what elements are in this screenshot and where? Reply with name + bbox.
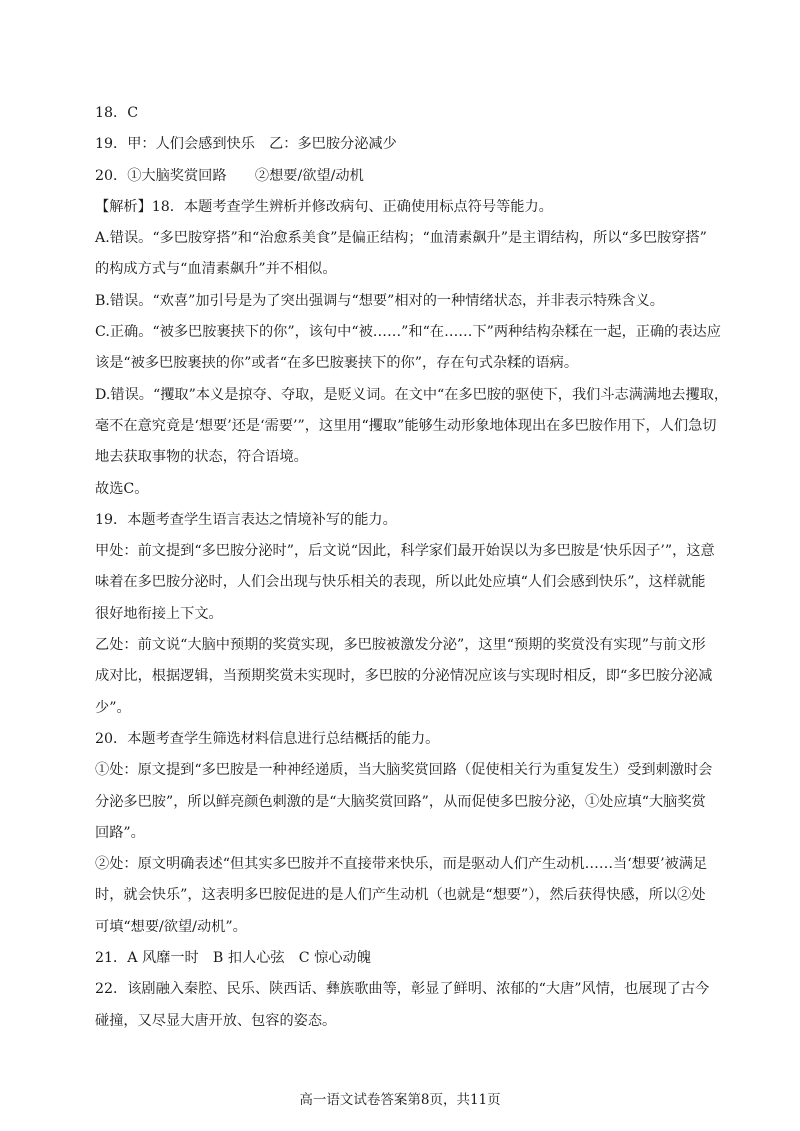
analysis-20-point1-line: 回路”。 <box>95 824 145 841</box>
analysis-choice: 故选C。 <box>95 480 149 497</box>
analysis-option-c-line: C.正确。“被多巴胺裹挟下的你”，该句中“被……”和“在……下”两种结构杂糅在一起，正确的表达应 <box>95 324 721 341</box>
analysis-19-yi-line: 少”。 <box>95 699 131 716</box>
answer-21: 21．A 风靡一时 B 扣人心弦 C 惊心动魄 <box>95 950 371 967</box>
answer-content <box>95 98 729 1037</box>
analysis-option-d-line: 地去获取事物的状态，符合语境。 <box>95 449 308 466</box>
analysis-option-a-line: 的构成方式与“血清素飙升”并不相似。 <box>95 261 337 278</box>
analysis-19-jia-line: 甲处：前文提到“多巴胺分泌时”，后文说“因此，科学家们最开始误以为多巴胺是‘快乐因子’”，这意 <box>95 543 715 560</box>
analysis-20-point1-line: ①处：原文提到“多巴胺是一种神经递质，当大脑奖赏回路（促使相关行为重复发生）受到刺激时会 <box>95 762 713 779</box>
analysis-19-yi-line: 乙处：前文说“大脑中预期的奖赏实现，多巴胺被激发分泌”，这里“预期的奖赏没有实现”与前文形 <box>95 637 706 654</box>
analysis-option-b-line: B.错误。“欢喜”加引号是为了突出强调与“想要”相对的一种情绪状态，并非表示特殊含义。 <box>95 292 664 309</box>
analysis-20-point2-line: 可填“想要/欲望/动机”。 <box>95 918 247 935</box>
analysis-heading: 【解析】18．本题考查学生辨析并修改病句、正确使用标点符号等能力。 <box>95 198 553 215</box>
page-footer: 高一语文试卷答案第8页，共11页 <box>299 1092 501 1108</box>
answer-20: 20．①大脑奖赏回路 ②想要/欲望/动机 <box>95 167 364 184</box>
analysis-option-d-line: 毫不在意究竟是‘想要’还是‘需要’”，这里用“攫取”能够生动形象地体现出在多巴胺作用下，人们急切 <box>95 417 717 434</box>
analysis-19-jia-line: 味着在多巴胺分泌时，人们会出现与快乐相关的表现，所以此处应填“人们会感到快乐”，这样就能 <box>95 574 706 591</box>
analysis-20-point1-line: 分泌多巴胺”，所以鲜亮颜色刺激的是“大脑奖赏回路”，从而促使多巴胺分泌，①处应填“大脑奖赏 <box>95 793 706 810</box>
analysis-19-jia-line: 很好地衔接上下文。 <box>95 605 223 622</box>
answer-22-line: 22．该剧融入秦腔、民乐、陕西话、彝族歌曲等，彰显了鲜明、浓郁的“大唐”风情，也展现了古今 <box>95 981 710 998</box>
answer-22-line: 碰撞，又尽显大唐开放、包容的姿态。 <box>95 1012 337 1029</box>
analysis-option-c-line: 该是“被多巴胺裹挟的你”或者“在多巴胺裹挟下的你”，存在句式杂糅的语病。 <box>95 355 579 372</box>
answer-19: 19．甲：人们会感到快乐 乙：多巴胺分泌减少 <box>95 136 397 153</box>
analysis-20-point2-line: ②处：原文明确表述“但其实多巴胺并不直接带来快乐，而是驱动人们产生动机……当‘想要’被满足 <box>95 856 708 873</box>
analysis-19-yi-line: 成对比，根据逻辑，当预期奖赏未实现时，多巴胺的分泌情况应该与实现时相反，即“多巴胺分泌减 <box>95 668 713 685</box>
analysis-20-point2-line: 时，就会快乐”，这表明多巴胺促进的是人们产生动机（也就是“想要”），然后获得快感，所以②处 <box>95 887 706 904</box>
analysis-option-d-line: D.错误。“攫取”本义是掠夺、夺取，是贬义词。在文中“在多巴胺的驱使下，我们斗志满满地去攫取， <box>95 386 729 403</box>
analysis-20-heading: 20．本题考查学生筛选材料信息进行总结概括的能力。 <box>95 730 440 747</box>
answer-18: 18．C <box>95 105 139 121</box>
analysis-19-heading: 19．本题考查学生语言表达之情境补写的能力。 <box>95 511 397 528</box>
analysis-option-a-line: A.错误。“多巴胺穿搭”和“治愈系美食”是偏正结构；“血清素飙升”是主谓结构，所以“多巴胺穿搭” <box>95 230 707 247</box>
